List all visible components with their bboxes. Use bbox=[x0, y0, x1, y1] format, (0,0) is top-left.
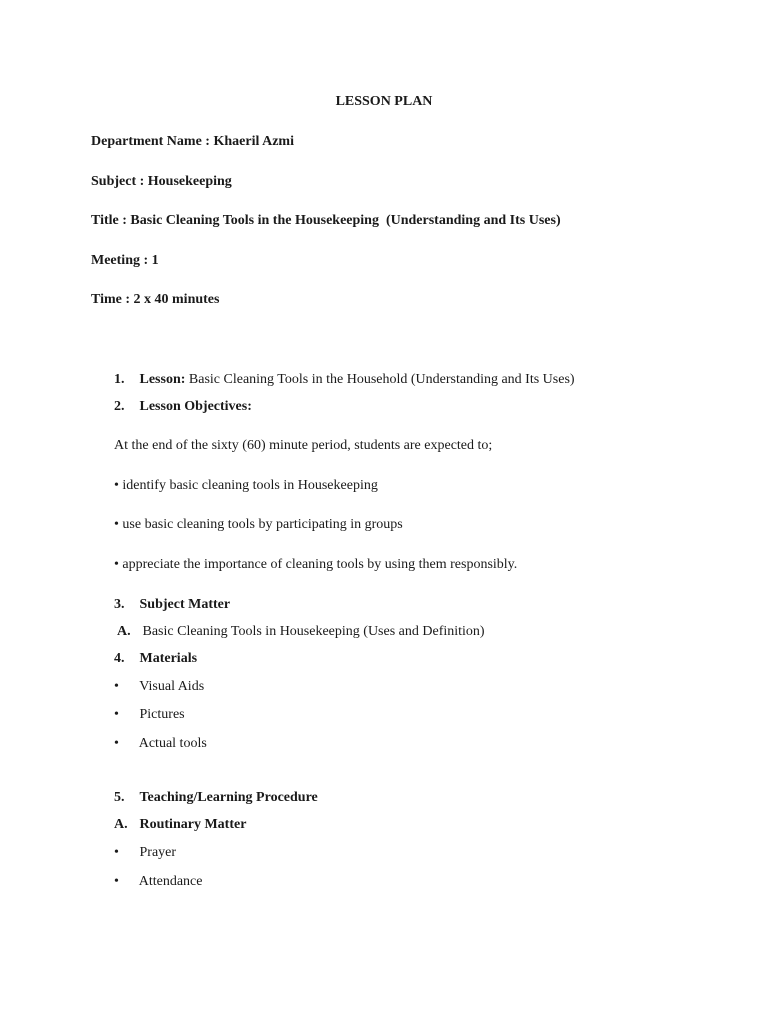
document-title: LESSON PLAN bbox=[335, 94, 433, 109]
item-letter: A. bbox=[117, 624, 131, 639]
item-text: Basic Cleaning Tools in Housekeeping (Uses and Definition) bbox=[142, 624, 485, 639]
section-label: Subject Matter bbox=[139, 597, 231, 612]
bullet-icon bbox=[114, 678, 136, 696]
item-text: Attendance bbox=[138, 874, 203, 889]
objective-item: • appreciate the importance of cleaning tools by using them responsibly. bbox=[114, 557, 518, 572]
section-procedure bbox=[114, 789, 318, 807]
item-label: Routinary Matter bbox=[139, 817, 247, 832]
objectives-intro: At the end of the sixty (60) minute period, students are expected to; bbox=[114, 438, 493, 453]
time-line bbox=[91, 291, 219, 309]
materials-item bbox=[114, 706, 185, 724]
item-text: Pictures bbox=[139, 707, 185, 722]
bullet-icon bbox=[114, 873, 136, 891]
subject-value: Housekeeping bbox=[147, 174, 232, 189]
routinary-item bbox=[114, 844, 176, 862]
objective-item: • identify basic cleaning tools in Housekeeping bbox=[114, 478, 378, 493]
routinary-item bbox=[114, 873, 202, 891]
item-text: Actual tools bbox=[138, 736, 207, 751]
time-label: Time : bbox=[91, 292, 131, 307]
section-lesson bbox=[114, 371, 575, 389]
subject-line bbox=[91, 173, 232, 191]
time-value: 2 x 40 minutes bbox=[133, 292, 220, 307]
section-label: Lesson Objectives: bbox=[139, 399, 252, 414]
department-value: Khaeril Azmi bbox=[213, 134, 294, 149]
meeting-value: 1 bbox=[151, 253, 159, 268]
section-objectives bbox=[114, 398, 252, 416]
objective-item: • use basic cleaning tools by participating in groups bbox=[114, 517, 403, 532]
item-text: Visual Aids bbox=[139, 679, 205, 694]
bullet-icon bbox=[114, 844, 136, 862]
section-number: 5. bbox=[114, 790, 125, 805]
title-label: Title : bbox=[91, 213, 127, 228]
section-number: 1. bbox=[114, 372, 125, 387]
item-text: Prayer bbox=[139, 845, 177, 860]
section-text: Basic Cleaning Tools in the Household (Understanding and Its Uses) bbox=[188, 372, 575, 387]
meeting-label: Meeting : bbox=[91, 253, 149, 268]
section-label: Materials bbox=[139, 651, 198, 666]
title-value: Basic Cleaning Tools in the Housekeeping (Understanding and Its Uses) bbox=[130, 213, 561, 228]
meeting-line bbox=[91, 252, 159, 270]
section-number: 2. bbox=[114, 399, 125, 414]
subject-label: Subject : bbox=[91, 174, 145, 189]
materials-item bbox=[114, 735, 207, 753]
bullet-icon bbox=[114, 735, 136, 753]
procedure-subsection bbox=[114, 816, 246, 834]
section-number: 4. bbox=[114, 651, 125, 666]
section-label: Lesson: bbox=[139, 372, 186, 387]
subject-matter-item bbox=[117, 623, 485, 641]
section-subject-matter bbox=[114, 596, 230, 614]
department-line bbox=[91, 133, 294, 151]
title-line bbox=[91, 212, 561, 230]
section-number: 3. bbox=[114, 597, 125, 612]
materials-item bbox=[114, 678, 204, 696]
department-label: Department Name : bbox=[91, 134, 210, 149]
item-letter: A. bbox=[114, 817, 128, 832]
bullet-icon bbox=[114, 706, 136, 724]
section-label: Teaching/Learning Procedure bbox=[139, 790, 318, 805]
section-materials bbox=[114, 650, 197, 668]
